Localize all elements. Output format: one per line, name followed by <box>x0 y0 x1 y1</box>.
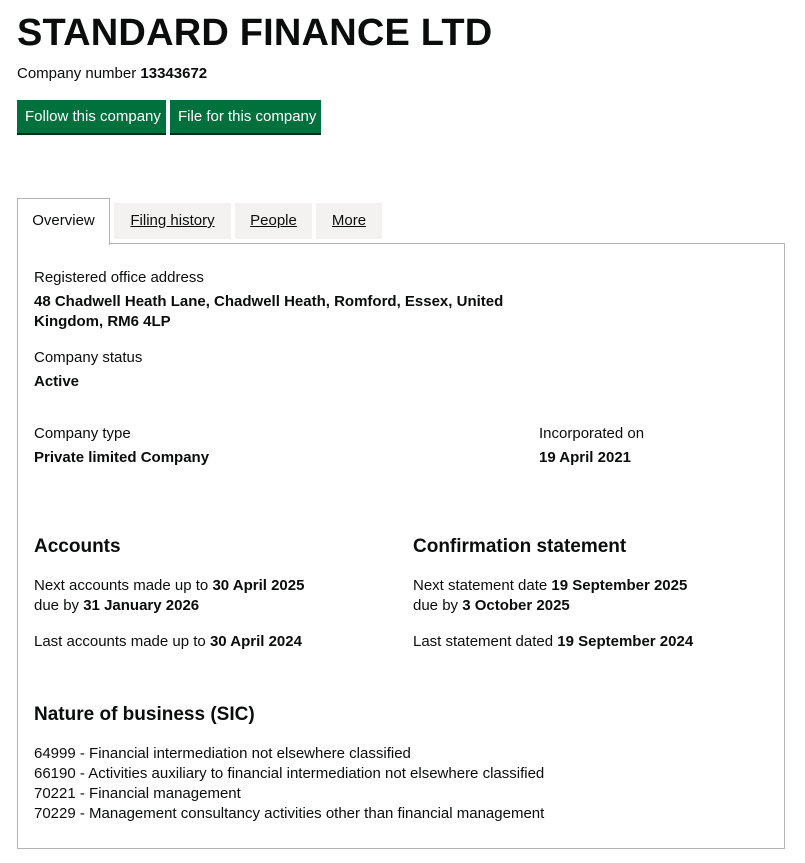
file-for-company-button[interactable]: File for this company <box>170 100 321 133</box>
overview-panel <box>17 243 785 849</box>
confirmation-next-prefix: Next statement date <box>413 577 548 594</box>
confirmation-heading: Confirmation statement <box>413 536 627 557</box>
accounts-next <box>34 576 304 596</box>
confirmation-last-date: 19 September 2024 <box>557 633 694 650</box>
accounts-due <box>34 596 199 616</box>
confirmation-next-date: 19 September 2025 <box>551 577 688 594</box>
accounts-last-prefix: Last accounts made up to <box>34 633 206 650</box>
sic-list <box>34 744 544 824</box>
accounts-last-date: 30 April 2024 <box>209 633 302 650</box>
registered-office-label: Registered office address <box>34 269 204 286</box>
tab-overview[interactable]: Overview <box>17 198 110 245</box>
accounts-due-date: 31 January 2026 <box>83 597 200 614</box>
sic-item: 70229 - Management consultancy activities other than financial management <box>34 805 545 822</box>
confirmation-last-prefix: Last statement dated <box>413 633 554 650</box>
confirmation-last <box>413 632 693 652</box>
company-name: STANDARD FINANCE LTD <box>17 12 493 54</box>
sic-item: 70221 - Financial management <box>34 785 241 802</box>
accounts-last <box>34 632 302 652</box>
incorporated-value: 19 April 2021 <box>539 449 631 466</box>
tab-filing-history[interactable]: Filing history <box>114 203 231 239</box>
confirmation-due <box>413 596 570 616</box>
accounts-next-prefix: Next accounts made up to <box>34 577 209 594</box>
company-type-value: Private limited Company <box>34 449 210 466</box>
company-type-label: Company type <box>34 425 131 442</box>
sic-item: 64999 - Financial intermediation not elsewhere classified <box>34 745 411 762</box>
company-status-value: Active <box>34 373 80 390</box>
confirmation-next <box>413 576 687 596</box>
accounts-due-prefix: due by <box>34 597 80 614</box>
incorporated-label: Incorporated on <box>539 425 645 442</box>
confirmation-due-prefix: due by <box>413 597 459 614</box>
accounts-heading: Accounts <box>34 536 121 557</box>
sic-heading: Nature of business (SIC) <box>34 704 255 725</box>
company-number-label: Company number <box>17 65 137 82</box>
sic-item: 66190 - Activities auxiliary to financial intermediation not elsewhere classified <box>34 765 545 782</box>
registered-office-address-line1: 48 Chadwell Heath Lane, Chadwell Heath, Romford, Essex, United <box>34 293 504 310</box>
company-number <box>17 65 207 83</box>
confirmation-due-date: 3 October 2025 <box>462 597 570 614</box>
tab-people[interactable]: People <box>235 203 312 239</box>
tab-more[interactable]: More <box>316 203 382 239</box>
company-number-value: 13343672 <box>140 65 208 82</box>
follow-company-button[interactable]: Follow this company <box>17 100 166 133</box>
registered-office-address-line2: Kingdom, RM6 4LP <box>34 313 171 330</box>
accounts-next-date: 30 April 2025 <box>212 577 305 594</box>
company-status-label: Company status <box>34 349 143 366</box>
